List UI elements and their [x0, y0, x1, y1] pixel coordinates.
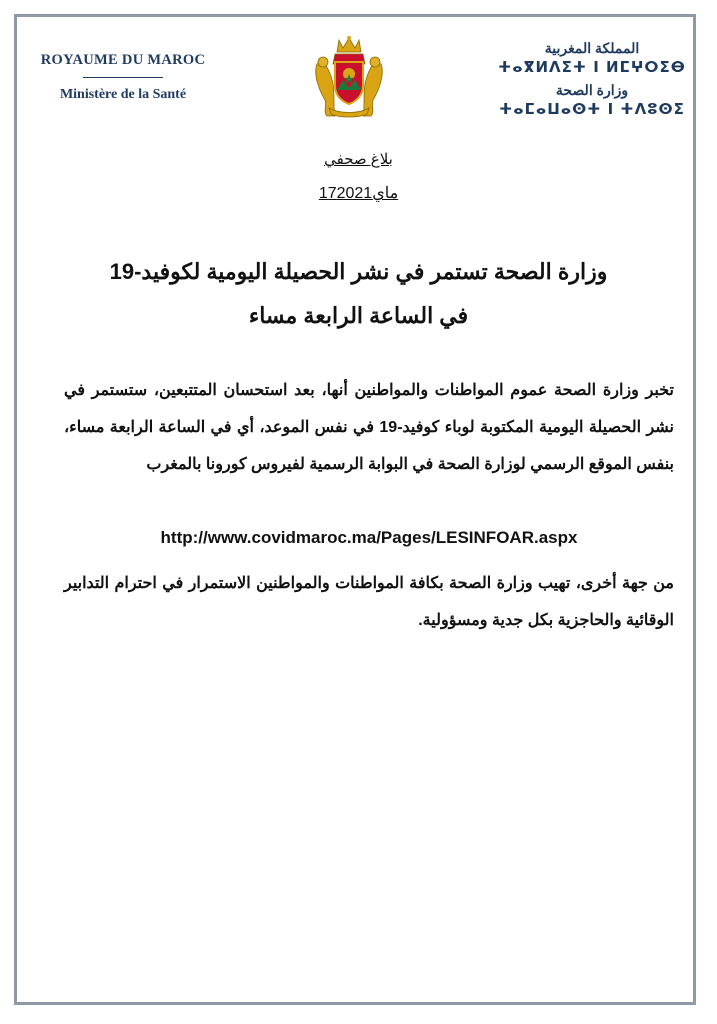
header-french: [18, 52, 228, 103]
header-divider: [83, 77, 163, 78]
header-arabic: [492, 40, 692, 120]
communique-label: بلاغ صحفي: [324, 151, 393, 168]
kingdom-name-tifinagh: ⵜⴰⴳⵍⴷⵉⵜ ⵏ ⵍⵎⵖⵔⵉⴱ: [498, 58, 686, 76]
body-paragraph-2: من جهة أخرى، تهيب وزارة الصحة بكافة المواطنات والمواطنين الاستمرار في احترام التدابير الوقائية والحاجزية بكل جدية ومسؤولية.: [64, 575, 674, 629]
coat-of-arms-icon: [313, 34, 385, 120]
kingdom-name-ar: المملكة المغربية: [544, 40, 640, 56]
communique-date: 17ماي2021: [318, 185, 399, 202]
title-line-1: وزارة الصحة تستمر في نشر الحصيلة اليومية لكوفيد-19: [109, 259, 608, 284]
ministry-name-fr: Ministère de la Santé: [59, 87, 187, 102]
body-paragraph-1: تخبر وزارة الصحة عموم المواطنات والمواطنين أنها، بعد استحسان المتتبعين، ستستمر في نشر الحصيلة اليومية المكتوبة لوباء كوفيد-19 في نفس الموعد، أي في الساعة الرابعة مساء، بنفس الموقع الرسمي لوزارة الصحة في البوابة الرسمية لفيروس كورونا بالمغرب: [64, 382, 675, 473]
title-line-2: في الساعة الرابعة مساء: [248, 303, 469, 328]
kingdom-name-fr: ROYAUME DU MAROC: [40, 52, 206, 68]
ministry-name-ar: وزارة الصحة: [555, 82, 629, 98]
covid-portal-link[interactable]: http://www.covidmaroc.ma/Pages/LESINFOAR.aspx: [160, 528, 578, 547]
ministry-name-tifinagh: ⵜⴰⵎⴰⵡⴰⵙⵜ ⵏ ⵜⴷⵓⵙⵉ: [499, 100, 685, 118]
